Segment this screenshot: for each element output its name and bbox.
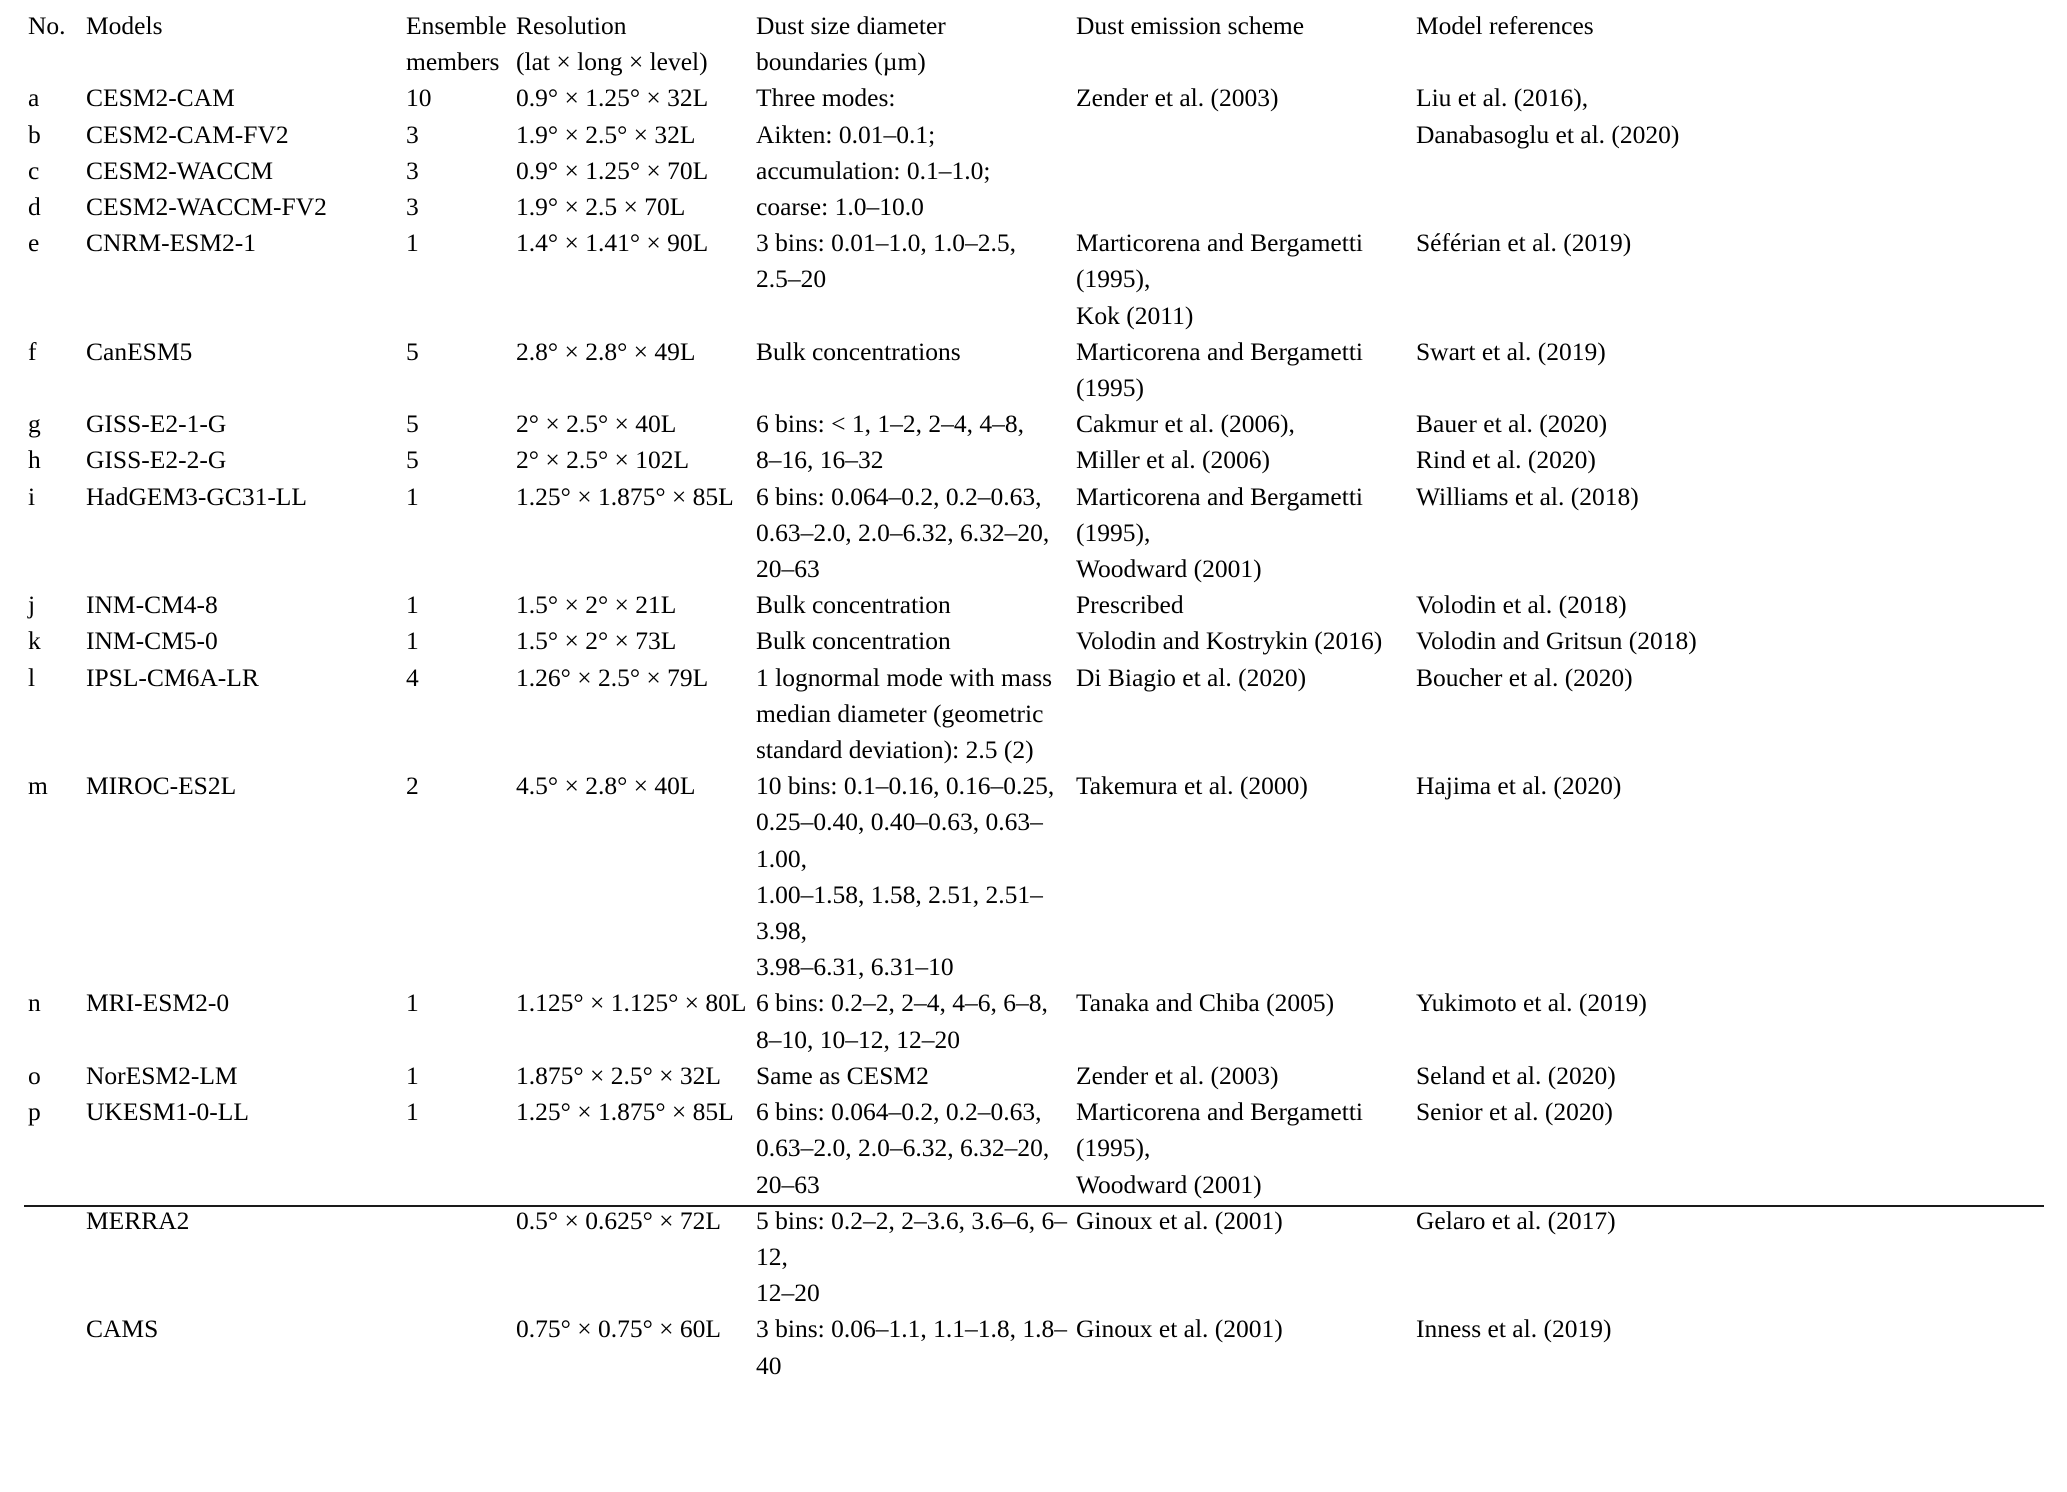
cell-model-references bbox=[1416, 1094, 2044, 1203]
cell-row-number: i bbox=[28, 481, 36, 511]
cell-line: median diameter (geometric bbox=[756, 698, 1044, 728]
table-row bbox=[24, 985, 2044, 1057]
cell-line: Gelaro et al. (2017) bbox=[1416, 1205, 1616, 1235]
table-header bbox=[24, 8, 2044, 80]
table-row bbox=[24, 1094, 2044, 1203]
cell-resolution: 0.9° × 1.25° × 70L bbox=[516, 155, 709, 185]
cell-dust-emission-scheme bbox=[1076, 1094, 1416, 1203]
cell-model-references bbox=[1416, 1311, 2044, 1383]
cell-line: 0.25–0.40, 0.40–0.63, 0.63–1.00, bbox=[756, 807, 1043, 873]
cell-model-name: NorESM2-LM bbox=[86, 1060, 238, 1090]
cell-dust-emission-scheme bbox=[1076, 1311, 1416, 1383]
cell-row-number: m bbox=[28, 771, 48, 801]
cell-line: Boucher et al. (2020) bbox=[1416, 662, 1633, 692]
cell-line: Marticorena and Bergametti (1995), bbox=[1076, 481, 1363, 547]
cell-line: 1.00–1.58, 1.58, 2.51, 2.51–3.98, bbox=[756, 879, 1043, 946]
cell-model-references bbox=[1416, 587, 2044, 623]
cell-line: Volodin et al. (2018) bbox=[1416, 590, 1627, 620]
col-header-models: Models bbox=[86, 11, 163, 40]
cell-line: Marticorena and Bergametti (1995) bbox=[1076, 336, 1363, 403]
cell-row-number: c bbox=[28, 155, 40, 185]
cell-ensemble-members: 5 bbox=[406, 445, 419, 475]
cell-line: Woodward (2001) bbox=[1076, 554, 1262, 584]
col-header-no: No. bbox=[28, 11, 66, 40]
cell-row-number bbox=[24, 1203, 86, 1312]
table-row bbox=[24, 189, 2044, 225]
cell-model-references bbox=[1416, 985, 2044, 1057]
cell-dust-size-boundaries bbox=[756, 479, 1076, 588]
cell-resolution: 1.5° × 2° × 73L bbox=[516, 626, 677, 656]
header-row bbox=[24, 8, 2044, 80]
cell-dust-emission-scheme bbox=[1076, 153, 1416, 189]
cell-row-number bbox=[24, 1311, 86, 1383]
cell-dust-size-boundaries bbox=[756, 1058, 1076, 1094]
cell-line: 6 bins: < 1, 1–2, 2–4, 4–8, bbox=[756, 409, 1024, 439]
cell-dust-size-boundaries bbox=[756, 334, 1076, 406]
cell-resolution: 4.5° × 2.8° × 40L bbox=[516, 771, 696, 801]
cell-resolution: 0.75° × 0.75° × 60L bbox=[516, 1314, 721, 1344]
cell-resolution: 2° × 2.5° × 102L bbox=[516, 445, 690, 475]
cell-line: 6 bins: 0.064–0.2, 0.2–0.63, bbox=[756, 481, 1042, 511]
cell-dust-size-boundaries bbox=[756, 1203, 1076, 1312]
cell-model-references bbox=[1416, 442, 2044, 478]
cell-dust-emission-scheme bbox=[1076, 117, 1416, 153]
cell-row-number: h bbox=[28, 445, 41, 475]
cell-row-number: d bbox=[28, 192, 41, 222]
cell-resolution: 2.8° × 2.8° × 49L bbox=[516, 336, 696, 366]
cell-ensemble-members: 2 bbox=[406, 771, 419, 801]
cell-dust-emission-scheme bbox=[1076, 660, 1416, 769]
cell-dust-emission-scheme bbox=[1076, 442, 1416, 478]
cell-resolution: 1.4° × 1.41° × 90L bbox=[516, 228, 709, 258]
cell-line: Williams et al. (2018) bbox=[1416, 481, 1639, 511]
cell-model-name: CanESM5 bbox=[86, 336, 193, 366]
cell-line: Miller et al. (2006) bbox=[1076, 445, 1271, 475]
cell-resolution: 1.25° × 1.875° × 85L bbox=[516, 1097, 734, 1127]
cell-line: Same as CESM2 bbox=[756, 1060, 929, 1090]
cell-line: Takemura et al. (2000) bbox=[1076, 771, 1308, 801]
cell-model-name: MIROC-ES2L bbox=[86, 771, 237, 801]
cell-row-number: p bbox=[28, 1097, 41, 1127]
cell-ensemble-members: 10 bbox=[406, 83, 432, 113]
cell-model-references bbox=[1416, 334, 2044, 406]
cell-ensemble-members bbox=[406, 1203, 516, 1312]
cell-dust-size-boundaries bbox=[756, 442, 1076, 478]
cell-line: Senior et al. (2020) bbox=[1416, 1097, 1613, 1127]
col-header-resolution: Resolution (lat × long × level) bbox=[516, 11, 708, 77]
table-row bbox=[24, 406, 2044, 442]
cell-dust-emission-scheme bbox=[1076, 1203, 1416, 1312]
cell-dust-size-boundaries bbox=[756, 1311, 1076, 1383]
cell-model-name: INM-CM5-0 bbox=[86, 626, 218, 656]
cell-row-number: n bbox=[28, 988, 41, 1018]
cell-dust-emission-scheme bbox=[1076, 225, 1416, 334]
table-row bbox=[24, 117, 2044, 153]
cell-ensemble-members: 3 bbox=[406, 119, 419, 149]
cell-model-name: CESM2-WACCM-FV2 bbox=[86, 192, 327, 222]
cell-dust-size-boundaries bbox=[756, 406, 1076, 442]
cell-row-number: l bbox=[28, 662, 36, 692]
table-row bbox=[24, 442, 2044, 478]
cell-model-references bbox=[1416, 153, 2044, 189]
cell-dust-emission-scheme bbox=[1076, 985, 1416, 1057]
cell-line: 0.63–2.0, 2.0–6.32, 6.32–20, bbox=[756, 517, 1050, 547]
table-row bbox=[24, 153, 2044, 189]
cell-model-name: CESM2-CAM bbox=[86, 83, 235, 113]
cell-model-name: IPSL-CM6A-LR bbox=[86, 662, 259, 692]
cell-model-references bbox=[1416, 225, 2044, 334]
cell-line: 6 bins: 0.2–2, 2–4, 4–6, 6–8, bbox=[756, 988, 1048, 1018]
cell-ensemble-members bbox=[406, 1311, 516, 1383]
cell-model-name: UKESM1-0-LL bbox=[86, 1097, 249, 1127]
cell-line: Aikten: 0.01–0.1; bbox=[756, 119, 936, 149]
cell-model-name: CESM2-WACCM bbox=[86, 155, 274, 185]
cell-model-name: MRI-ESM2-0 bbox=[86, 988, 230, 1018]
cell-resolution: 1.5° × 2° × 21L bbox=[516, 590, 677, 620]
cell-model-references bbox=[1416, 1203, 2044, 1312]
cell-model-references bbox=[1416, 189, 2044, 225]
cell-ensemble-members: 1 bbox=[406, 1060, 419, 1090]
cell-line: 12–20 bbox=[756, 1278, 820, 1308]
cell-model-references bbox=[1416, 1058, 2044, 1094]
cell-line: 20–63 bbox=[756, 1169, 820, 1199]
cell-line: Swart et al. (2019) bbox=[1416, 336, 1606, 366]
cell-resolution: 1.25° × 1.875° × 85L bbox=[516, 481, 734, 511]
cell-line: 2.5–20 bbox=[756, 264, 827, 294]
cell-model-name: GISS-E2-1-G bbox=[86, 409, 227, 439]
cell-line: Zender et al. (2003) bbox=[1076, 1060, 1279, 1090]
cell-line: Cakmur et al. (2006), bbox=[1076, 409, 1295, 439]
cell-line: Three modes: bbox=[756, 83, 896, 113]
cell-line: Hajima et al. (2020) bbox=[1416, 771, 1622, 801]
cell-dust-size-boundaries bbox=[756, 80, 1076, 116]
cell-ensemble-members: 1 bbox=[406, 1097, 419, 1127]
cell-ensemble-members: 5 bbox=[406, 336, 419, 366]
cell-resolution: 1.26° × 2.5° × 79L bbox=[516, 662, 709, 692]
cell-ensemble-members: 3 bbox=[406, 155, 419, 185]
cell-line: Volodin and Kostrykin (2016) bbox=[1076, 626, 1383, 656]
cell-row-number: j bbox=[28, 590, 36, 620]
cell-line: 5 bins: 0.2–2, 2–3.6, 3.6–6, 6–12, bbox=[756, 1205, 1067, 1271]
cell-line: Bulk concentrations bbox=[756, 336, 961, 366]
cell-line: 6 bins: 0.064–0.2, 0.2–0.63, bbox=[756, 1097, 1042, 1127]
cell-dust-size-boundaries bbox=[756, 1094, 1076, 1203]
cell-ensemble-members: 1 bbox=[406, 481, 419, 511]
cell-line: 8–10, 10–12, 12–20 bbox=[756, 1024, 960, 1054]
cell-line: Séférian et al. (2019) bbox=[1416, 228, 1632, 258]
cell-line: standard deviation): 2.5 (2) bbox=[756, 735, 1034, 765]
cell-dust-emission-scheme bbox=[1076, 334, 1416, 406]
cell-row-number: b bbox=[28, 119, 41, 149]
cell-resolution: 2° × 2.5° × 40L bbox=[516, 409, 677, 439]
cell-line: Bulk concentration bbox=[756, 626, 951, 656]
cell-line: Ginoux et al. (2001) bbox=[1076, 1314, 1283, 1344]
cell-ensemble-members: 1 bbox=[406, 626, 419, 656]
cell-model-name: INM-CM4-8 bbox=[86, 590, 218, 620]
cell-line: Marticorena and Bergametti (1995), bbox=[1076, 228, 1363, 294]
cell-line: Yukimoto et al. (2019) bbox=[1416, 988, 1647, 1018]
cell-model-references bbox=[1416, 660, 2044, 769]
cell-model-references bbox=[1416, 768, 2044, 985]
cell-line: 8–16, 16–32 bbox=[756, 445, 884, 475]
cell-resolution: 1.9° × 2.5° × 32L bbox=[516, 119, 696, 149]
table-row bbox=[24, 479, 2044, 588]
cell-line: 20–63 bbox=[756, 554, 820, 584]
cell-line: 10 bins: 0.1–0.16, 0.16–0.25, bbox=[756, 771, 1055, 801]
cell-model-name: HadGEM3-GC31-LL bbox=[86, 481, 307, 511]
cell-line: coarse: 1.0–10.0 bbox=[756, 192, 924, 222]
cell-line: Bulk concentration bbox=[756, 590, 951, 620]
table-row bbox=[24, 768, 2044, 985]
cell-line: Inness et al. (2019) bbox=[1416, 1314, 1612, 1344]
table-row bbox=[24, 1058, 2044, 1094]
cell-model-references bbox=[1416, 479, 2044, 588]
cell-dust-emission-scheme bbox=[1076, 479, 1416, 588]
table-row bbox=[24, 1203, 2044, 1312]
cell-model-name: CAMS bbox=[86, 1314, 159, 1344]
col-header-dust-size: Dust size diameter boundaries (µm) bbox=[756, 11, 946, 77]
cell-row-number: g bbox=[28, 409, 41, 439]
cell-ensemble-members: 1 bbox=[406, 590, 419, 620]
col-header-ensemble-members: Ensemble members bbox=[406, 11, 507, 77]
cell-model-references bbox=[1416, 117, 2044, 153]
cell-line: Seland et al. (2020) bbox=[1416, 1060, 1616, 1090]
cell-dust-emission-scheme bbox=[1076, 768, 1416, 985]
cell-dust-size-boundaries bbox=[756, 985, 1076, 1057]
cell-line: Tanaka and Chiba (2005) bbox=[1076, 988, 1335, 1018]
cell-model-name: MERRA2 bbox=[86, 1203, 406, 1312]
cell-model-name: GISS-E2-2-G bbox=[86, 445, 227, 475]
cell-line: Bauer et al. (2020) bbox=[1416, 409, 1608, 439]
cell-model-references bbox=[1416, 623, 2044, 659]
cell-line: Rind et al. (2020) bbox=[1416, 445, 1596, 475]
cell-line: 3 bins: 0.01–1.0, 1.0–2.5, bbox=[756, 228, 1016, 258]
cell-resolution: 1.9° × 2.5 × 70L bbox=[516, 192, 686, 222]
table-row bbox=[24, 660, 2044, 769]
cell-line: Ginoux et al. (2001) bbox=[1076, 1205, 1283, 1235]
cell-dust-size-boundaries bbox=[756, 587, 1076, 623]
cell-ensemble-members: 3 bbox=[406, 192, 419, 222]
cell-dust-size-boundaries bbox=[756, 768, 1076, 985]
cell-line: 0.63–2.0, 2.0–6.32, 6.32–20, bbox=[756, 1133, 1050, 1163]
cell-line: 3.98–6.31, 6.31–10 bbox=[756, 952, 954, 982]
cell-dust-emission-scheme bbox=[1076, 80, 1416, 116]
cell-line: Di Biagio et al. (2020) bbox=[1076, 662, 1307, 692]
cell-line: Marticorena and Bergametti (1995), bbox=[1076, 1097, 1363, 1163]
cmip6-dust-models-table bbox=[24, 8, 2044, 1384]
cell-model-name: CESM2-CAM-FV2 bbox=[86, 119, 289, 149]
cell-resolution: 1.875° × 2.5° × 32L bbox=[516, 1060, 721, 1090]
cell-resolution: 0.5° × 0.625° × 72L bbox=[516, 1203, 756, 1312]
cell-line: Zender et al. (2003) bbox=[1076, 83, 1279, 113]
cell-resolution: 0.9° × 1.25° × 32L bbox=[516, 83, 709, 113]
table-body bbox=[24, 80, 2044, 1383]
cell-line: accumulation: 0.1–1.0; bbox=[756, 155, 991, 185]
table-row bbox=[24, 623, 2044, 659]
table-row bbox=[24, 587, 2044, 623]
cell-line: Woodward (2001) bbox=[1076, 1169, 1262, 1199]
cell-line: Prescribed bbox=[1076, 590, 1184, 620]
cell-model-references bbox=[1416, 80, 2044, 116]
cell-dust-size-boundaries bbox=[756, 660, 1076, 769]
cell-dust-emission-scheme bbox=[1076, 587, 1416, 623]
cell-dust-size-boundaries bbox=[756, 189, 1076, 225]
cell-dust-size-boundaries bbox=[756, 153, 1076, 189]
cell-line: 1 lognormal mode with mass bbox=[756, 662, 1053, 692]
cell-row-number: e bbox=[28, 228, 40, 258]
cell-model-name: CNRM-ESM2-1 bbox=[86, 228, 257, 258]
cell-line: 3 bins: 0.06–1.1, 1.1–1.8, 1.8–40 bbox=[756, 1314, 1067, 1380]
cell-ensemble-members: 1 bbox=[406, 988, 419, 1018]
cell-dust-emission-scheme bbox=[1076, 189, 1416, 225]
cell-resolution: 1.125° × 1.125° × 80L bbox=[516, 988, 747, 1018]
cell-line: Volodin and Gritsun (2018) bbox=[1416, 626, 1697, 656]
table-row bbox=[24, 334, 2044, 406]
cell-ensemble-members: 1 bbox=[406, 228, 419, 258]
cell-dust-emission-scheme bbox=[1076, 1058, 1416, 1094]
cell-dust-emission-scheme bbox=[1076, 623, 1416, 659]
cell-line: Kok (2011) bbox=[1076, 300, 1194, 330]
table-row bbox=[24, 80, 2044, 116]
cell-row-number: a bbox=[28, 83, 40, 113]
cell-dust-emission-scheme bbox=[1076, 406, 1416, 442]
cell-row-number: o bbox=[28, 1060, 41, 1090]
table-row bbox=[24, 1311, 2044, 1383]
cell-line: Liu et al. (2016), bbox=[1416, 83, 1589, 113]
cell-dust-size-boundaries bbox=[756, 225, 1076, 334]
cell-dust-size-boundaries bbox=[756, 623, 1076, 659]
col-header-model-references: Model references bbox=[1416, 11, 1594, 40]
cell-model-references bbox=[1416, 406, 2044, 442]
cell-ensemble-members: 5 bbox=[406, 409, 419, 439]
cell-row-number: f bbox=[28, 336, 37, 366]
cell-line: Danabasoglu et al. (2020) bbox=[1416, 119, 1680, 149]
cell-row-number: k bbox=[28, 626, 41, 656]
cell-dust-size-boundaries bbox=[756, 117, 1076, 153]
table-row bbox=[24, 225, 2044, 334]
col-header-dust-emission-scheme: Dust emission scheme bbox=[1076, 11, 1305, 40]
cell-ensemble-members: 4 bbox=[406, 662, 419, 692]
